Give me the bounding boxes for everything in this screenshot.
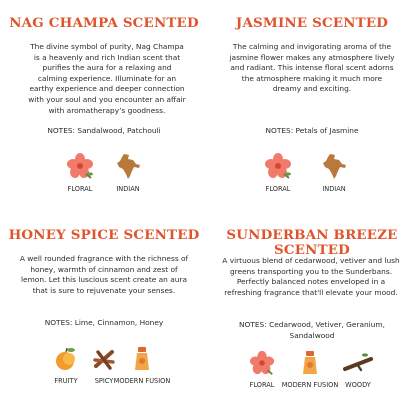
panel-honey-spice bbox=[0, 208, 208, 416]
panel-notes: NOTES: Lime, Cinnamon, Honey bbox=[44, 318, 164, 327]
panel-notes: NOTES: Sandalwood, Patchouli bbox=[47, 126, 161, 135]
india-map-icon bbox=[304, 152, 364, 180]
icon-item-floral bbox=[248, 152, 308, 194]
icon-label: SPICY bbox=[94, 377, 114, 385]
panel-sunderban-breeze bbox=[208, 208, 416, 416]
panel-description: A well rounded fragrance with the richness of honey, warmth of cinnamon and zest of lemon. Let this luscious scent create an aura that is sure to rejuvenate your senses. bbox=[19, 254, 189, 295]
hibiscus-flower-icon bbox=[248, 152, 308, 180]
panel-title bbox=[208, 228, 416, 258]
icon-row bbox=[0, 346, 208, 406]
panel-title-line: SUNDERBAN BREEZE bbox=[226, 227, 398, 243]
icon-label: WOODY bbox=[345, 381, 371, 389]
icon-label: FLORAL bbox=[249, 381, 275, 389]
panel-description: The divine symbol of purity, Nag Champa is a heavenly and rich Indian scent that purifies the aura for a relaxing and calming experience. Illuminate for an earthy experience and deeper connection with your soul and you encounter an affair with aromatherapy’s goodness. bbox=[28, 42, 186, 115]
panel-title bbox=[208, 16, 416, 31]
panel-jasmine bbox=[208, 0, 416, 208]
panel-notes: NOTES: Cedarwood, Vetiver, Geranium, Sandalwood bbox=[239, 320, 385, 340]
icon-label: FLORAL bbox=[67, 185, 93, 193]
icon-label: MODERN FUSION bbox=[281, 381, 339, 389]
icon-row bbox=[0, 152, 208, 212]
panel-notes: NOTES: Petals of Jasmine bbox=[265, 126, 359, 135]
icon-label: INDIAN bbox=[322, 185, 346, 193]
icon-item-indian bbox=[304, 152, 364, 194]
india-map-icon bbox=[98, 152, 158, 180]
panel-title-line: HONEY SPICE SCENTED bbox=[8, 227, 200, 243]
icon-label: MODERN FUSION bbox=[113, 377, 171, 385]
panel-title-line: SCENTED bbox=[274, 242, 350, 258]
icon-label: INDIAN bbox=[116, 185, 140, 193]
panel-title bbox=[0, 228, 208, 243]
icon-item-woody bbox=[328, 350, 388, 390]
cologne-bottle-icon bbox=[112, 346, 172, 372]
wood-branch-icon bbox=[328, 350, 388, 376]
panel-description: A virtuous blend of cedarwood, vetiver and lush greens transporting you to the Sunderbans. Perfectly balanced notes enveloped in a refreshing fragrance that'll elevate your mood. bbox=[222, 256, 400, 297]
icon-row bbox=[208, 152, 416, 212]
icon-row bbox=[208, 350, 416, 410]
panel-title-line: NAG CHAMPA SCENTED bbox=[9, 15, 199, 31]
panel-description: The calming and invigorating aroma of the jasmine flower makes any atmosphere lively and radiant. This intense floral scent adorns the atmosphere making it much more dreamy and exciting. bbox=[229, 42, 395, 94]
panel-title bbox=[0, 16, 208, 31]
icon-item-indian bbox=[98, 152, 158, 194]
icon-label: FRUITY bbox=[54, 377, 78, 385]
panel-nag-champa bbox=[0, 0, 208, 208]
icon-label: FLORAL bbox=[265, 185, 291, 193]
panel-title-line: JASMINE SCENTED bbox=[235, 15, 389, 31]
icon-item-modern-fusion bbox=[112, 346, 172, 386]
